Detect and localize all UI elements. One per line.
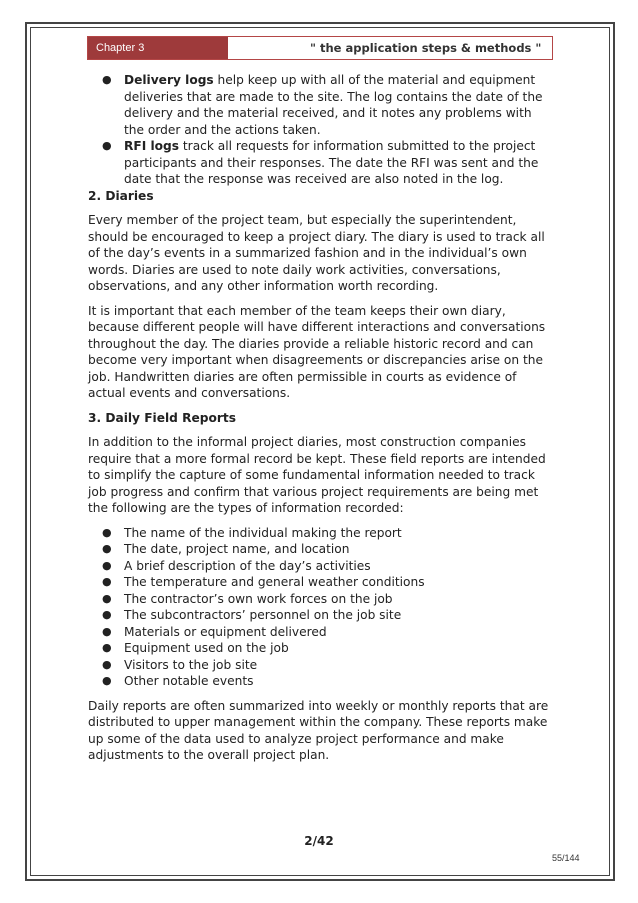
list-item: ● A brief description of the day’s activities (102, 558, 371, 573)
bullet-icon: ● (102, 674, 112, 687)
bullet-icon: ● (102, 575, 112, 588)
page-header (87, 36, 553, 60)
term-description: track all requests for information submitted to the project participants and their responses. The date the RFI was sent and the date that the response was received are also noted in the log. (124, 139, 539, 186)
bullet-icon: ● (102, 139, 112, 152)
paragraph: In addition to the informal project diaries, most construction companies require that a more formal record be kept. These field reports are intended to simplify the capture of some fundamental information needed to track job progress and confirm that various project requirements are being met the following are the types of information recorded: (88, 435, 546, 515)
list-item: ● Equipment used on the job (102, 641, 289, 655)
list-item: ● The temperature and general weather conditions (102, 575, 425, 589)
report-contents-list (94, 525, 552, 690)
bullet-icon: ● (102, 525, 112, 539)
term: RFI logs (124, 139, 180, 153)
paragraph: Daily reports are often summarized into weekly or monthly reports that are distributed to upper management within the company. These reports make up some of the data used to analyze project performance and make adjustments to the overall project plan. (88, 698, 549, 762)
chapter-label: Chapter 3 (88, 37, 228, 59)
list-item: ● Materials or equipment delivered (102, 624, 327, 639)
bullet-icon: ● (102, 657, 112, 671)
bullet-icon: ● (102, 542, 112, 555)
document-body (88, 72, 552, 764)
section-heading-daily-field-reports: 3. Daily Field Reports (88, 410, 236, 425)
chapter-title: " the application steps & methods " (310, 41, 542, 55)
bullet-icon: ● (102, 608, 112, 621)
paragraph: Every member of the project team, but especially the superintendent, should be encouraged to keep a project diary. The diary is used to track all of the day’s events in a summarized fashion and in the individual’s own words. Diaries are used to note daily work activities, conversations, observations, and any other information worth recording. (88, 213, 545, 293)
list-item: ● The name of the individual making the report (102, 525, 402, 540)
log-types-list (94, 72, 552, 188)
page-count: 55/144 (552, 853, 580, 863)
term: Delivery logs (124, 73, 214, 87)
list-item: ● The date, project name, and location (102, 542, 350, 556)
list-item: ● Visitors to the job site (102, 657, 258, 672)
list-item (94, 138, 552, 188)
list-item: ● The subcontractors’ personnel on the job site (102, 608, 402, 622)
section-heading-diaries: 2. Diaries (88, 188, 154, 203)
list-item: ● The contractor’s own work forces on the job (102, 591, 393, 606)
term-description: help keep up with all of the material and equipment deliveries that are made to the site. The log contains the date of the delivery and the material received, and it notes any problems with the order and the actions taken. (124, 73, 543, 137)
list-item (94, 72, 552, 138)
paragraph: It is important that each member of the team keeps their own diary, because different people will have different interactions and conversations throughout the day. The diaries provide a reliable historic record and can become very important when disagreements or discrepancies arise on the job. Handwritten diaries are often permissible in courts as evidence of actual events and conversations. (88, 303, 546, 400)
list-item: ● Other notable events (102, 674, 254, 688)
bullet-icon: ● (102, 591, 112, 605)
page-number: 2/42 (304, 834, 334, 848)
bullet-icon: ● (102, 624, 112, 638)
bullet-icon: ● (102, 558, 112, 572)
bullet-icon: ● (102, 641, 112, 654)
bullet-icon: ● (102, 73, 112, 86)
